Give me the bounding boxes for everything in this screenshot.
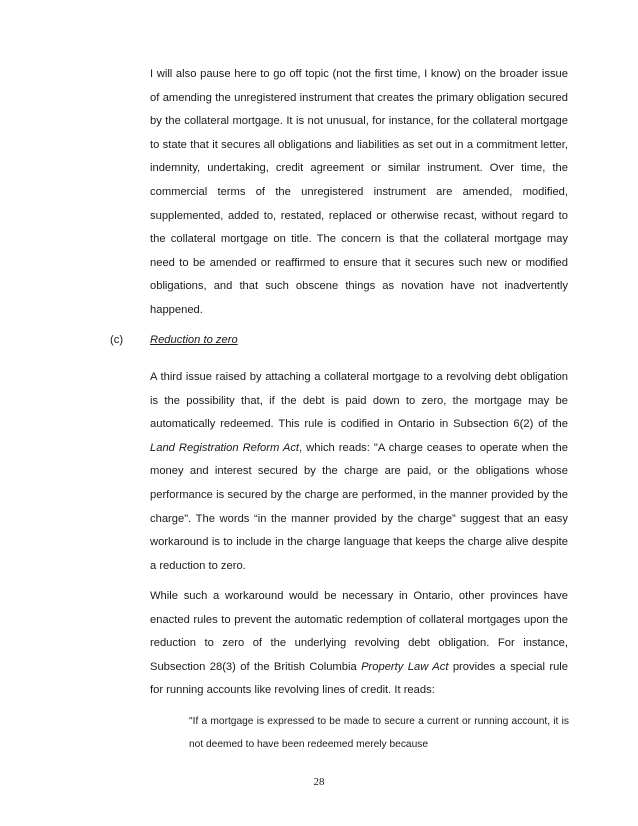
act-name-property-law: Property Law Act bbox=[361, 660, 449, 673]
paragraph-text: While such a workaround would be necessary in Ontario, other provinces have enacted rules to prevent the automatic redemption of collateral mortgages upon the reduction to zero of the underlying revolving debt obligation. For instance, Subsection 28(3) of the British Columbia bbox=[150, 590, 568, 673]
section-letter: (c) bbox=[110, 334, 124, 346]
block-quote: "If a mortgage is expressed to be made to secure a current or running account, it is not deemed to have been redeemed merely because bbox=[189, 716, 569, 750]
body-paragraph-amending-instrument: I will also pause here to go off topic (not the first time, I know) on the broader issue of amending the unregistered instrument that creates the primary obligation secured by the collateral mortgage. It is not unusual, for instance, for the collateral mortgage to state that it secures all obligations and liabilities as set out in a commitment letter, indemnity, undertaking, credit agreement or similar instrument. Over time, the commercial terms of the unregistered instrument are amended, modified, supplemented, added to, restated, replaced or otherwise recast, without regard to the collateral mortgage on title. The concern is that the collateral mortgage may need to be amended or reaffirmed to ensure that it secures such new or modified obligations, and that such obscene things as novation have not inadvertently happened. bbox=[150, 68, 568, 316]
act-name-land-registration: Land Registration Reform Act bbox=[150, 441, 300, 454]
paragraph-text: provides a special rule for running accounts like revolving lines of credit. It reads: bbox=[150, 660, 569, 697]
body-paragraph-reduction-to-zero bbox=[150, 366, 568, 578]
paragraph-text: , which reads: "A charge ceases to operate when the money and interest secured by the charge are paid, or the obligations whose performance is secured by the charge are performed, in the manner provided by the charge". The words “in the manner provided by the charge” suggest that an easy workaround is to include in the charge language that keeps the charge alive despite a reduction to zero. bbox=[150, 441, 568, 572]
section-title: Reduction to zero bbox=[150, 334, 238, 346]
page-number: 28 bbox=[313, 776, 325, 788]
paragraph-text: A third issue raised by attaching a collateral mortgage to a revolving debt obligation is the possibility that, if the debt is paid down to zero, the mortgage may be automatically redeemed. This rule is codified in Ontario in Subsection 6(2) of the bbox=[150, 371, 568, 431]
body-paragraph-other-provinces bbox=[150, 585, 568, 703]
